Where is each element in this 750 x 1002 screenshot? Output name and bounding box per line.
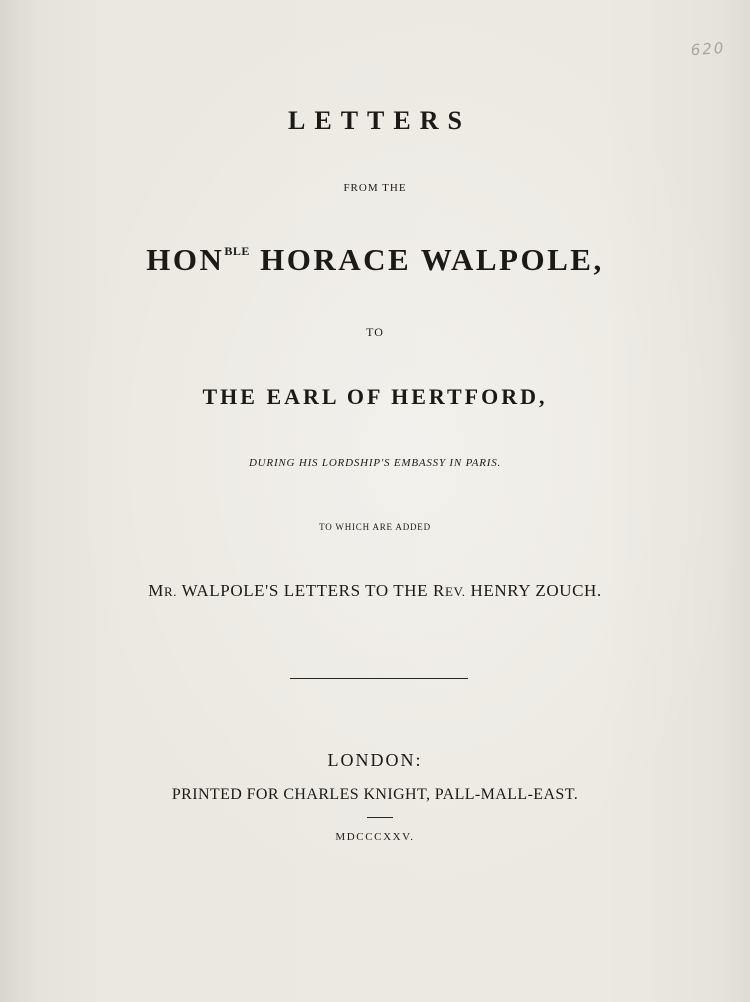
- to-line: TO: [366, 325, 384, 339]
- walpole-letters-text: WALPOLE'S LETTERS TO THE: [177, 581, 433, 600]
- short-divider-rule: [367, 817, 393, 818]
- additional-letters-line: [0, 582, 750, 599]
- author-prefix: HON: [146, 242, 225, 277]
- author-superscript: BLE: [224, 244, 250, 258]
- imprint-date: MDCCCXXV.: [335, 831, 415, 843]
- pencil-shelf-mark: 620: [690, 38, 726, 60]
- embassy-line: DURING HIS LORDSHIP'S EMBASSY IN PARIS.: [248, 457, 502, 469]
- rev-small-caps: EV.: [444, 584, 466, 599]
- recipient-name: THE EARL OF HERTFORD,: [202, 384, 548, 409]
- from-line: FROM THE: [343, 182, 407, 194]
- book-title: LETTERS: [288, 106, 471, 135]
- author-main: HORACE WALPOLE,: [249, 242, 604, 277]
- added-line: TO WHICH ARE ADDED: [319, 522, 431, 532]
- imprint-printer: PRINTED FOR CHARLES KNIGHT, PALL-MALL-EAST.: [171, 786, 579, 803]
- mr-small-caps: R.: [163, 584, 178, 599]
- rev-initial: R: [432, 581, 445, 600]
- imprint-city: LONDON:: [327, 750, 423, 770]
- zouch-name-text: HENRY ZOUCH.: [465, 581, 602, 600]
- mr-initial: M: [148, 581, 164, 600]
- divider-rule: [290, 678, 468, 679]
- author-name: [0, 244, 750, 275]
